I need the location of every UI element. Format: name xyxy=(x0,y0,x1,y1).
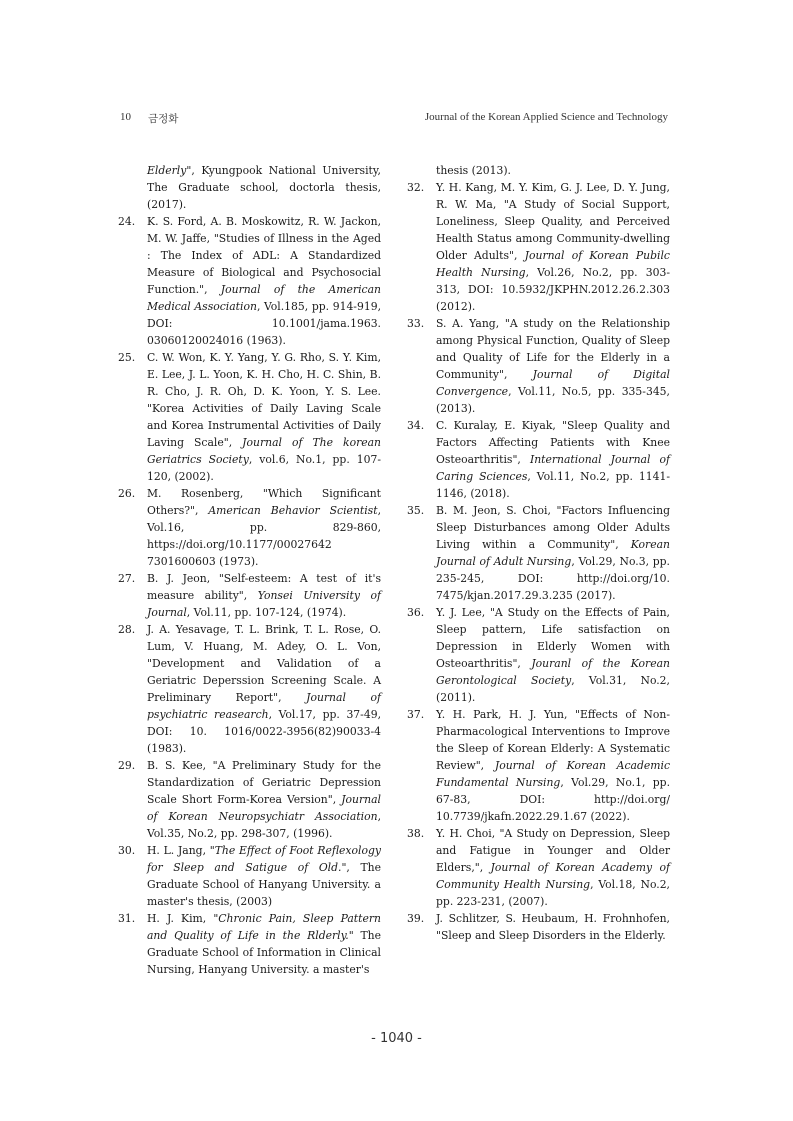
reference-title-italic: Journal of The korean Geriatrics Society xyxy=(147,436,382,466)
reference-number: 36. xyxy=(407,606,425,619)
reference-title-italic: Journal of Korean Pubilc Health Nursing xyxy=(436,249,670,279)
reference-entry xyxy=(118,485,382,570)
reference-number: 29. xyxy=(118,759,136,772)
running-header xyxy=(120,111,668,129)
reference-title-italic: Journal of Korean Academy of Community Health Nursing xyxy=(436,861,670,891)
reference-entry xyxy=(436,162,670,179)
reference-entry xyxy=(118,349,382,485)
reference-text xyxy=(147,349,381,485)
reference-title-italic: Journal of psychiatric reasearch xyxy=(147,691,381,721)
reference-text-segment: , Vol.11, No.5, pp. 335-345, (2013). xyxy=(436,385,670,415)
reference-text-segment: ", The Graduate School of Hanyang University. a master's thesis, (2003) xyxy=(147,861,381,908)
reference-text-segment: C. Kuralay, E. Kiyak, "Sleep Quality and Factors Affecting Patients with Knee Osteoarthritis", xyxy=(436,419,670,466)
reference-text xyxy=(436,417,670,502)
header-page-number: 10 xyxy=(120,111,131,123)
reference-text-segment: , Vol.11, No.2, pp. 1141-1146, (2018). xyxy=(436,470,670,500)
reference-number: 27. xyxy=(118,572,136,585)
reference-text-segment: B. M. Jeon, S. Choi, "Factors Influencing Sleep Disturbances among Older Adults Living within a Community", xyxy=(436,504,670,551)
reference-text-segment: , Vol.29, No.1, pp. 67-83, DOI: http://doi.org/ 10.7739/jkafn.2022.29.1.67 (2022). xyxy=(436,776,670,823)
reference-entry xyxy=(407,825,670,910)
reference-text-segment: C. W. Won, K. Y. Yang, Y. G. Rho, S. Y. Kim, E. Lee, J. L. Yoon, K. H. Cho, H. C. Shin, B. R. Cho, J. R. Oh, D. K. Yoon, Y. S. Lee. "Korea Activities of Daily Laving Scale and Korea Instrumental Activities of Daily Laving Scale", xyxy=(147,351,381,449)
reference-text xyxy=(436,706,670,825)
reference-title-italic: Journal of Korean Neuropsychiatr Association xyxy=(147,793,381,823)
reference-title-italic: Korean Journal of Adult Nursing xyxy=(436,538,670,568)
header-author: 금정화 xyxy=(148,113,179,125)
reference-title-italic: Chronic Pain, Sleep Pattern and Quality of Life in the Rlderly. xyxy=(147,912,381,942)
reference-text-segment: , Vol.17, pp. 37-49, DOI: 10. 1016/0022-3956(82)90033-4 (1983). xyxy=(147,708,381,755)
reference-text-segment: J. Schlitzer, S. Heubaum, H. Frohnhofen, "Sleep and Sleep Disorders in the Elderly. xyxy=(436,912,670,942)
reference-title-italic: Yonsei University of Journal xyxy=(147,589,381,619)
reference-number: 39. xyxy=(407,912,425,925)
reference-title-italic: International Journal of Caring Sciences xyxy=(436,453,670,483)
reference-column-left xyxy=(118,162,382,978)
footer-page-label: - 1040 - xyxy=(371,1031,422,1046)
reference-number: 26. xyxy=(118,487,136,500)
reference-column-right xyxy=(407,162,671,944)
reference-text xyxy=(147,213,381,349)
reference-text xyxy=(436,179,670,315)
reference-text xyxy=(147,842,381,910)
reference-title-italic: Jouranl of the Korean Gerontological Society xyxy=(436,657,670,687)
reference-entry xyxy=(407,910,670,944)
reference-entry xyxy=(118,842,381,910)
reference-title-italic: Journal of Korean Academic Fundamental Nursing xyxy=(436,759,670,789)
reference-text xyxy=(147,485,381,570)
reference-text-segment: B. S. Kee, "A Preliminary Study for the Standardization of Geriatric Depression Scale Short Form-Korea Version", xyxy=(147,759,381,806)
reference-entry xyxy=(118,621,381,757)
reference-entry xyxy=(407,417,670,502)
reference-title-italic: The Effect of Foot Reflexology for Sleep and Satigue of Old. xyxy=(147,844,381,874)
reference-text-segment: H. J. Kim, " xyxy=(147,912,219,925)
reference-text-segment: , Vol.35, No.2, pp. 298-307, (1996). xyxy=(147,810,381,840)
reference-text-segment: , Vol.26, No.2, pp. 303-313, DOI: 10.5932/JKPHN.2012.26.2.303 (2012). xyxy=(436,266,671,313)
reference-title-italic: Elderly xyxy=(147,164,187,177)
reference-text xyxy=(147,570,381,621)
reference-title-italic: Journal of Digital Convergence xyxy=(436,368,670,398)
reference-number: 38. xyxy=(407,827,425,840)
reference-text xyxy=(436,604,670,706)
reference-entry xyxy=(407,502,670,604)
reference-text xyxy=(436,825,670,910)
header-journal-title: Journal of the Korean Applied Science and Technology xyxy=(424,111,668,123)
reference-number: 34. xyxy=(407,419,425,432)
reference-text-segment: , vol.6, No.1, pp. 107-120, (2002). xyxy=(147,453,382,483)
reference-number: 31. xyxy=(118,912,136,925)
reference-text-segment: , Vol.11, pp. 107-124, (1974). xyxy=(186,606,347,619)
reference-number: 25. xyxy=(118,351,136,364)
reference-text xyxy=(436,315,670,417)
reference-text-segment: Y. J. Lee, "A Study on the Effects of Pain, Sleep pattern, Life satisfaction on Depression in Elderly Women with Osteoarthritis", xyxy=(436,606,670,670)
reference-text xyxy=(147,757,381,842)
reference-entry xyxy=(407,315,670,417)
reference-entry xyxy=(147,162,381,213)
reference-number: 30. xyxy=(118,844,136,857)
reference-text-segment: , Vol.16, pp. 829-860, https://doi.org/10.1177/00027642 7301600603 (1973). xyxy=(147,504,382,568)
reference-number: 28. xyxy=(118,623,136,636)
reference-text-segment: " The Graduate School of Information in Clinical Nursing, Hanyang University. a master's xyxy=(147,929,382,976)
reference-text xyxy=(147,910,381,978)
reference-text-segment: , Vol.29, No.3, pp. 235-245, DOI: http://doi.org/10. 7475/kjan.2017.29.3.235 (2017). xyxy=(436,555,670,602)
reference-text-segment: , Vol.18, No.2, pp. 223-231, (2007). xyxy=(436,878,670,908)
reference-entry xyxy=(118,757,381,842)
reference-number: 35. xyxy=(407,504,425,517)
reference-text xyxy=(436,910,670,944)
reference-text xyxy=(147,162,381,213)
reference-text-segment: Y. H. Park, H. J. Yun, "Effects of Non-Pharmacological Interventions to Improve the Sleep of Korean Elderly: A Systematic Review", xyxy=(436,708,670,772)
reference-title-italic: Journal of the American Medical Association xyxy=(147,283,381,313)
reference-text-segment: , Vol.31, No.2, (2011). xyxy=(436,674,670,704)
reference-entry xyxy=(118,570,381,621)
reference-entry xyxy=(407,179,671,315)
reference-text-segment: , Vol.185, pp. 914-919, DOI: 10.1001/jama.1963. 03060120024016 (1963). xyxy=(147,300,381,347)
reference-text xyxy=(147,621,381,757)
reference-text-segment: ", Kyungpook National University, The Graduate school, doctorla thesis, (2017). xyxy=(147,164,381,211)
reference-entry xyxy=(407,706,670,825)
reference-entry xyxy=(118,910,382,978)
reference-entry xyxy=(118,213,381,349)
reference-title-italic: American Behavior Scientist xyxy=(208,504,378,517)
reference-text-segment: S. A. Yang, "A study on the Relationship among Physical Function, Quality of Sleep and Quality of Life for the Elderly in a Community", xyxy=(436,317,670,381)
reference-number: 37. xyxy=(407,708,425,721)
reference-text-segment: M. Rosenberg, "Which Significant Others?", xyxy=(147,487,381,517)
reference-number: 24. xyxy=(118,215,136,228)
reference-text-segment: H. L. Jang, " xyxy=(147,844,215,857)
reference-text-segment: K. S. Ford, A. B. Moskowitz, R. W. Jackon, M. W. Jaffe, "Studies of Illness in the Aged : The Index of ADL: A Standardized Measure of Biological and Psychosocial Function.", xyxy=(147,215,381,296)
reference-text xyxy=(436,502,670,604)
reference-number: 32. xyxy=(407,181,425,194)
reference-text xyxy=(436,162,670,179)
page-footer xyxy=(0,1031,793,1046)
reference-entry xyxy=(407,604,670,706)
reference-text-segment: B. J. Jeon, "Self-esteem: A test of it's measure ability", xyxy=(147,572,381,602)
reference-number: 33. xyxy=(407,317,425,330)
reference-text-segment: J. A. Yesavage, T. L. Brink, T. L. Rose, O. Lum, V. Huang, M. Adey, O. L. Von, "Development and Validation of a Geriatric Deperssion Screening Scale. A Preliminary Report", xyxy=(147,623,381,704)
reference-text-segment: thesis (2013). xyxy=(436,164,511,177)
reference-text-segment: Y. H. Choi, "A Study on Depression, Sleep and Fatigue in Younger and Older Elders,", xyxy=(436,827,670,874)
reference-text-segment: Y. H. Kang, M. Y. Kim, G. J. Lee, D. Y. Jung, R. W. Ma, "A Study of Social Support, Loneliness, Sleep Quality, and Perceived Health Status among Community-dwelling Older Adults", xyxy=(436,181,670,262)
